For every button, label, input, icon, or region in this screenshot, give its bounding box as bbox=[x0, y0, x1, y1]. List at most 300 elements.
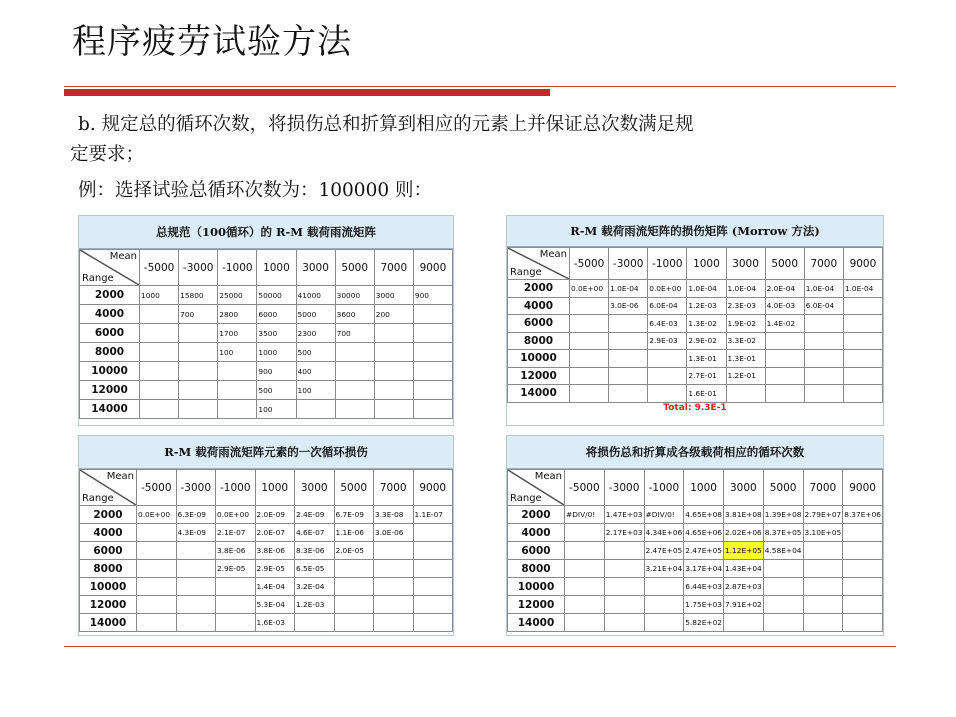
table-cell bbox=[413, 343, 452, 362]
row-label: 8000 bbox=[508, 560, 565, 578]
table-cell: 3.10E+05 bbox=[803, 524, 843, 542]
table-cell bbox=[374, 578, 414, 596]
table-row bbox=[508, 332, 883, 350]
table-cell bbox=[609, 385, 648, 403]
row-label: 6000 bbox=[80, 324, 140, 343]
mean-axis-label: Mean bbox=[106, 471, 134, 482]
table-cell bbox=[648, 350, 687, 368]
table-cell: 2.9E-03 bbox=[648, 332, 687, 350]
table-row bbox=[80, 400, 453, 419]
row-label: 8000 bbox=[508, 332, 570, 350]
table-cell bbox=[804, 332, 843, 350]
table-cell: 6.4E-03 bbox=[648, 315, 687, 333]
table-cell: 3.2E-04 bbox=[295, 578, 335, 596]
column-header: -3000 bbox=[179, 250, 218, 286]
column-header: 5000 bbox=[765, 248, 804, 280]
table-cell: 2.02E+06 bbox=[724, 524, 764, 542]
table-cell bbox=[804, 367, 843, 385]
body-line-2: 定要求； bbox=[70, 144, 145, 165]
table-cell bbox=[565, 542, 605, 560]
table-cell bbox=[843, 315, 882, 333]
table-cell bbox=[604, 596, 644, 614]
table-row bbox=[508, 367, 883, 385]
table-cell bbox=[648, 367, 687, 385]
table-cell: 1.9E-02 bbox=[726, 315, 765, 333]
table-cell bbox=[374, 560, 414, 578]
table-cell bbox=[140, 343, 179, 362]
table-cell: 1000 bbox=[140, 286, 179, 305]
table-cell: 2.0E-07 bbox=[255, 524, 295, 542]
table-cell bbox=[335, 343, 374, 362]
table-cell: 2.9E-02 bbox=[687, 332, 726, 350]
table-cell bbox=[179, 381, 218, 400]
body-line-1: b. 规定总的循环次数，将损伤总和折算到相应的元素上并保证总次数满足规 bbox=[78, 114, 694, 135]
range-axis-label: Range bbox=[510, 267, 542, 278]
table-cell bbox=[374, 324, 413, 343]
table-cell: 6.0E-04 bbox=[648, 297, 687, 315]
row-label: 4000 bbox=[80, 524, 137, 542]
table-cell: 5.82E+02 bbox=[684, 614, 724, 632]
table-cell bbox=[565, 560, 605, 578]
table-cell bbox=[609, 350, 648, 368]
table-cell bbox=[140, 381, 179, 400]
table-cell: 4.58E+04 bbox=[763, 542, 803, 560]
table-cell: 25000 bbox=[218, 286, 257, 305]
table-cell: 2.87E+03 bbox=[724, 578, 764, 596]
data-table bbox=[79, 469, 453, 632]
table-cell: 100 bbox=[218, 343, 257, 362]
table-cell bbox=[176, 560, 216, 578]
table-cell: 3.81E+08 bbox=[724, 506, 764, 524]
table-header-row bbox=[508, 248, 883, 280]
table-cell bbox=[570, 367, 609, 385]
table-cell: 1.0E-04 bbox=[726, 280, 765, 298]
table-cell bbox=[374, 614, 414, 632]
data-table bbox=[79, 249, 453, 419]
column-header: -5000 bbox=[565, 470, 605, 506]
table-cell bbox=[648, 385, 687, 403]
table-cell bbox=[296, 400, 335, 419]
table-cell bbox=[570, 315, 609, 333]
table-title: 总规范（100循环）的 R-M 载荷雨流矩阵 bbox=[79, 216, 453, 249]
table-cell bbox=[609, 315, 648, 333]
table-cell: 6.0E-04 bbox=[804, 297, 843, 315]
table-cell: 15800 bbox=[179, 286, 218, 305]
table-cell bbox=[843, 596, 883, 614]
table-cell bbox=[218, 400, 257, 419]
table-row bbox=[80, 542, 453, 560]
table-row bbox=[80, 614, 453, 632]
row-label: 4000 bbox=[508, 297, 570, 315]
table-cell bbox=[765, 350, 804, 368]
table-cell bbox=[137, 578, 177, 596]
column-header: 5000 bbox=[334, 470, 374, 506]
column-header: -1000 bbox=[648, 248, 687, 280]
table-cell bbox=[176, 596, 216, 614]
table-cell bbox=[413, 560, 453, 578]
table-cell bbox=[843, 542, 883, 560]
table-cell: 4.34E+06 bbox=[644, 524, 684, 542]
table-cell: 700 bbox=[335, 324, 374, 343]
table-cell bbox=[644, 596, 684, 614]
table-cell: 3.0E-06 bbox=[609, 297, 648, 315]
data-table bbox=[507, 247, 883, 403]
table-cell: 1.0E-04 bbox=[687, 280, 726, 298]
table-cell bbox=[137, 614, 177, 632]
table-cell bbox=[176, 614, 216, 632]
row-label: 10000 bbox=[508, 578, 565, 596]
table-cell: 4.3E-09 bbox=[176, 524, 216, 542]
row-label: 12000 bbox=[508, 367, 570, 385]
title-accent-bar bbox=[64, 89, 550, 96]
table-cell bbox=[140, 324, 179, 343]
column-header: 1000 bbox=[687, 248, 726, 280]
table-row bbox=[508, 614, 883, 632]
table-panel-rm-matrix bbox=[78, 215, 454, 426]
table-row bbox=[80, 524, 453, 542]
column-header: 9000 bbox=[843, 470, 883, 506]
table-cell bbox=[335, 400, 374, 419]
table-panel-single-cycle-damage bbox=[78, 435, 454, 636]
row-label: 2000 bbox=[508, 506, 565, 524]
table-cell bbox=[179, 400, 218, 419]
table-cell: 6.7E-09 bbox=[334, 506, 374, 524]
table-cell bbox=[140, 362, 179, 381]
column-header: 3000 bbox=[724, 470, 764, 506]
column-header: 7000 bbox=[803, 470, 843, 506]
table-cell bbox=[179, 362, 218, 381]
table-cell: 1.3E-01 bbox=[687, 350, 726, 368]
table-cell bbox=[374, 542, 414, 560]
row-label: 8000 bbox=[80, 560, 137, 578]
table-title: R-M 载荷雨流矩阵的损伤矩阵 (Morrow 方法) bbox=[507, 216, 883, 247]
table-cell: 7.91E+02 bbox=[724, 596, 764, 614]
column-header: 7000 bbox=[374, 470, 414, 506]
table-cell bbox=[604, 578, 644, 596]
table-cell: 400 bbox=[296, 362, 335, 381]
column-header: -3000 bbox=[176, 470, 216, 506]
table-cell: 2.4E-09 bbox=[295, 506, 335, 524]
table-cell bbox=[570, 297, 609, 315]
table-row bbox=[80, 381, 453, 400]
table-cell bbox=[804, 350, 843, 368]
table-cell: 1700 bbox=[218, 324, 257, 343]
table-cell: 2800 bbox=[218, 305, 257, 324]
table-cell bbox=[176, 542, 216, 560]
table-cell bbox=[334, 560, 374, 578]
table-cell bbox=[609, 332, 648, 350]
table-cell bbox=[374, 596, 414, 614]
row-label: 12000 bbox=[80, 596, 137, 614]
table-cell: 1.75E+03 bbox=[684, 596, 724, 614]
row-label: 10000 bbox=[80, 578, 137, 596]
table-cell bbox=[137, 596, 177, 614]
table-cell bbox=[763, 560, 803, 578]
table-cell: 1.0E-04 bbox=[609, 280, 648, 298]
table-cell bbox=[843, 367, 882, 385]
table-row bbox=[80, 305, 453, 324]
table-cell bbox=[179, 343, 218, 362]
table-cell: 1000 bbox=[257, 343, 296, 362]
table-cell bbox=[179, 324, 218, 343]
table-cell: 0.0E+00 bbox=[137, 506, 177, 524]
range-axis-label: Range bbox=[510, 493, 542, 504]
table-cell: 6.3E-09 bbox=[176, 506, 216, 524]
table-cell: 1.2E-03 bbox=[295, 596, 335, 614]
table-row bbox=[80, 324, 453, 343]
table-cell: 3500 bbox=[257, 324, 296, 343]
table-cell bbox=[765, 332, 804, 350]
table-cell bbox=[140, 400, 179, 419]
table-cell: 0.0E+00 bbox=[570, 280, 609, 298]
table-cell bbox=[413, 305, 452, 324]
table-cell: 3.8E-06 bbox=[255, 542, 295, 560]
table-cell: 1.2E-01 bbox=[726, 367, 765, 385]
table-title: 将损伤总和折算成各级载荷相应的循环次数 bbox=[507, 436, 883, 469]
table-cell: 1.0E-04 bbox=[843, 280, 882, 298]
row-label: 10000 bbox=[80, 362, 140, 381]
corner-header bbox=[80, 250, 140, 286]
table-cell bbox=[803, 578, 843, 596]
table-cell bbox=[374, 362, 413, 381]
table-cell: 900 bbox=[413, 286, 452, 305]
table-cell: 1.47E+03 bbox=[604, 506, 644, 524]
table-cell bbox=[804, 385, 843, 403]
range-axis-label: Range bbox=[82, 493, 114, 504]
table-row bbox=[508, 297, 883, 315]
table-cell bbox=[565, 596, 605, 614]
table-cell bbox=[413, 324, 452, 343]
table-cell bbox=[765, 367, 804, 385]
table-cell bbox=[295, 614, 335, 632]
table-cell: 2.3E-03 bbox=[726, 297, 765, 315]
table-cell bbox=[218, 381, 257, 400]
table-row bbox=[508, 542, 883, 560]
table-row bbox=[80, 506, 453, 524]
table-title: R-M 载荷雨流矩阵元素的一次循环损伤 bbox=[79, 436, 453, 469]
table-cell: 3.0E-06 bbox=[374, 524, 414, 542]
table-cell: 2.1E-07 bbox=[216, 524, 256, 542]
table-cell bbox=[843, 560, 883, 578]
table-cell: 2.0E-05 bbox=[334, 542, 374, 560]
row-label: 12000 bbox=[508, 596, 565, 614]
table-cell: 2.0E-04 bbox=[765, 280, 804, 298]
column-header: -5000 bbox=[137, 470, 177, 506]
data-table bbox=[507, 469, 883, 632]
table-cell bbox=[843, 524, 883, 542]
table-cell: 6.5E-05 bbox=[295, 560, 335, 578]
table-row bbox=[80, 362, 453, 381]
table-cell: 2.7E-01 bbox=[687, 367, 726, 385]
table-cell: 2.9E-05 bbox=[255, 560, 295, 578]
table-cell bbox=[413, 381, 452, 400]
row-label: 2000 bbox=[80, 506, 137, 524]
column-header: -5000 bbox=[570, 248, 609, 280]
table-cell: 8.3E-06 bbox=[295, 542, 335, 560]
table-cell: 500 bbox=[296, 343, 335, 362]
table-cell bbox=[565, 614, 605, 632]
table-row bbox=[80, 578, 453, 596]
column-header: 7000 bbox=[804, 248, 843, 280]
table-row bbox=[508, 578, 883, 596]
table-cell bbox=[803, 614, 843, 632]
table-cell: 2.17E+03 bbox=[604, 524, 644, 542]
table-cell: 3.17E+04 bbox=[684, 560, 724, 578]
table-row bbox=[80, 560, 453, 578]
table-cell bbox=[604, 614, 644, 632]
row-label: 2000 bbox=[508, 280, 570, 298]
column-header: -3000 bbox=[604, 470, 644, 506]
table-cell: 100 bbox=[257, 400, 296, 419]
row-label: 10000 bbox=[508, 350, 570, 368]
table-cell: 1.39E+08 bbox=[763, 506, 803, 524]
table-cell: 30000 bbox=[335, 286, 374, 305]
table-cell: #DIV/0! bbox=[644, 506, 684, 524]
table-cell: 4.65E+06 bbox=[684, 524, 724, 542]
column-header: 9000 bbox=[413, 250, 452, 286]
row-label: 6000 bbox=[80, 542, 137, 560]
column-header: 1000 bbox=[255, 470, 295, 506]
table-cell: 1.2E-03 bbox=[687, 297, 726, 315]
table-cell bbox=[137, 560, 177, 578]
table-cell bbox=[804, 315, 843, 333]
table-cell bbox=[604, 560, 644, 578]
mean-axis-label: Mean bbox=[109, 251, 137, 262]
column-header: -1000 bbox=[218, 250, 257, 286]
table-cell: 2.79E+07 bbox=[803, 506, 843, 524]
table-cell: 3.3E-02 bbox=[726, 332, 765, 350]
table-cell bbox=[218, 362, 257, 381]
table-cell bbox=[843, 614, 883, 632]
table-row bbox=[508, 524, 883, 542]
table-cell: 8.37E+06 bbox=[843, 506, 883, 524]
table-cell: 41000 bbox=[296, 286, 335, 305]
row-label: 14000 bbox=[508, 385, 570, 403]
column-header: 5000 bbox=[763, 470, 803, 506]
column-header: 9000 bbox=[843, 248, 882, 280]
table-cell: 1.1E-06 bbox=[334, 524, 374, 542]
table-panel-converted-cycles bbox=[506, 435, 884, 636]
table-cell: 1.43E+04 bbox=[724, 560, 764, 578]
column-header: 3000 bbox=[296, 250, 335, 286]
table-row bbox=[508, 596, 883, 614]
table-cell bbox=[724, 614, 764, 632]
column-header: -5000 bbox=[140, 250, 179, 286]
table-cell: 1.4E-04 bbox=[255, 578, 295, 596]
table-cell: 700 bbox=[179, 305, 218, 324]
table-cell bbox=[726, 385, 765, 403]
table-cell bbox=[335, 381, 374, 400]
table-cell bbox=[216, 596, 256, 614]
row-label: 6000 bbox=[508, 542, 565, 560]
table-cell bbox=[334, 614, 374, 632]
table-cell bbox=[334, 578, 374, 596]
table-cell: 2.9E-05 bbox=[216, 560, 256, 578]
table-cell bbox=[334, 596, 374, 614]
table-row bbox=[80, 596, 453, 614]
table-row bbox=[508, 350, 883, 368]
table-cell bbox=[216, 578, 256, 596]
row-label: 4000 bbox=[80, 305, 140, 324]
table-header-row bbox=[80, 470, 453, 506]
row-label: 14000 bbox=[508, 614, 565, 632]
corner-header bbox=[508, 248, 570, 280]
table-cell: 6000 bbox=[257, 305, 296, 324]
table-row bbox=[508, 506, 883, 524]
table-cell bbox=[413, 362, 452, 381]
row-label: 14000 bbox=[80, 614, 137, 632]
column-header: 7000 bbox=[374, 250, 413, 286]
table-cell bbox=[216, 614, 256, 632]
table-cell: 50000 bbox=[257, 286, 296, 305]
table-cell bbox=[335, 362, 374, 381]
table-cell: 500 bbox=[257, 381, 296, 400]
body-line-3: 例：选择试验总循环次数为：100000 则： bbox=[78, 180, 433, 201]
table-cell bbox=[137, 524, 177, 542]
table-cell bbox=[803, 542, 843, 560]
table-row bbox=[508, 560, 883, 578]
row-label: 14000 bbox=[80, 400, 140, 419]
table-cell bbox=[763, 578, 803, 596]
footer-divider bbox=[64, 646, 896, 647]
table-row bbox=[80, 286, 453, 305]
table-cell: 6.44E+03 bbox=[684, 578, 724, 596]
slide-title: 程序疲劳试验方法 bbox=[72, 22, 352, 62]
table-cell: 2.47E+05 bbox=[684, 542, 724, 560]
table-cell: 5000 bbox=[296, 305, 335, 324]
table-cell: 1.4E-02 bbox=[765, 315, 804, 333]
total-label: Total: 9.3E-1 bbox=[663, 402, 727, 413]
table-cell: 1.3E-02 bbox=[687, 315, 726, 333]
table-cell: 2300 bbox=[296, 324, 335, 343]
table-header-row bbox=[508, 470, 883, 506]
table-cell: 5.3E-04 bbox=[255, 596, 295, 614]
table-row bbox=[508, 280, 883, 298]
table-cell: 1.6E-01 bbox=[687, 385, 726, 403]
table-cell bbox=[843, 578, 883, 596]
row-label: 2000 bbox=[80, 286, 140, 305]
table-row bbox=[508, 385, 883, 403]
table-cell bbox=[413, 542, 453, 560]
table-cell bbox=[413, 400, 452, 419]
table-cell: 1.0E-04 bbox=[804, 280, 843, 298]
table-cell: 1.6E-03 bbox=[255, 614, 295, 632]
table-cell bbox=[644, 614, 684, 632]
table-cell bbox=[374, 400, 413, 419]
table-cell bbox=[843, 297, 882, 315]
table-cell: 4.0E-03 bbox=[765, 297, 804, 315]
table-cell bbox=[843, 332, 882, 350]
table-cell: 3000 bbox=[374, 286, 413, 305]
table-cell bbox=[803, 560, 843, 578]
column-header: 5000 bbox=[335, 250, 374, 286]
table-cell bbox=[140, 305, 179, 324]
column-header: 1000 bbox=[684, 470, 724, 506]
column-header: -1000 bbox=[644, 470, 684, 506]
mean-axis-label: Mean bbox=[539, 249, 567, 260]
column-header: 3000 bbox=[726, 248, 765, 280]
table-cell bbox=[570, 385, 609, 403]
table-cell bbox=[413, 614, 453, 632]
table-cell bbox=[763, 614, 803, 632]
table-cell bbox=[765, 385, 804, 403]
table-cell bbox=[843, 385, 882, 403]
row-label: 12000 bbox=[80, 381, 140, 400]
table-cell bbox=[413, 524, 453, 542]
table-cell bbox=[604, 542, 644, 560]
table-cell bbox=[843, 350, 882, 368]
table-cell bbox=[413, 596, 453, 614]
